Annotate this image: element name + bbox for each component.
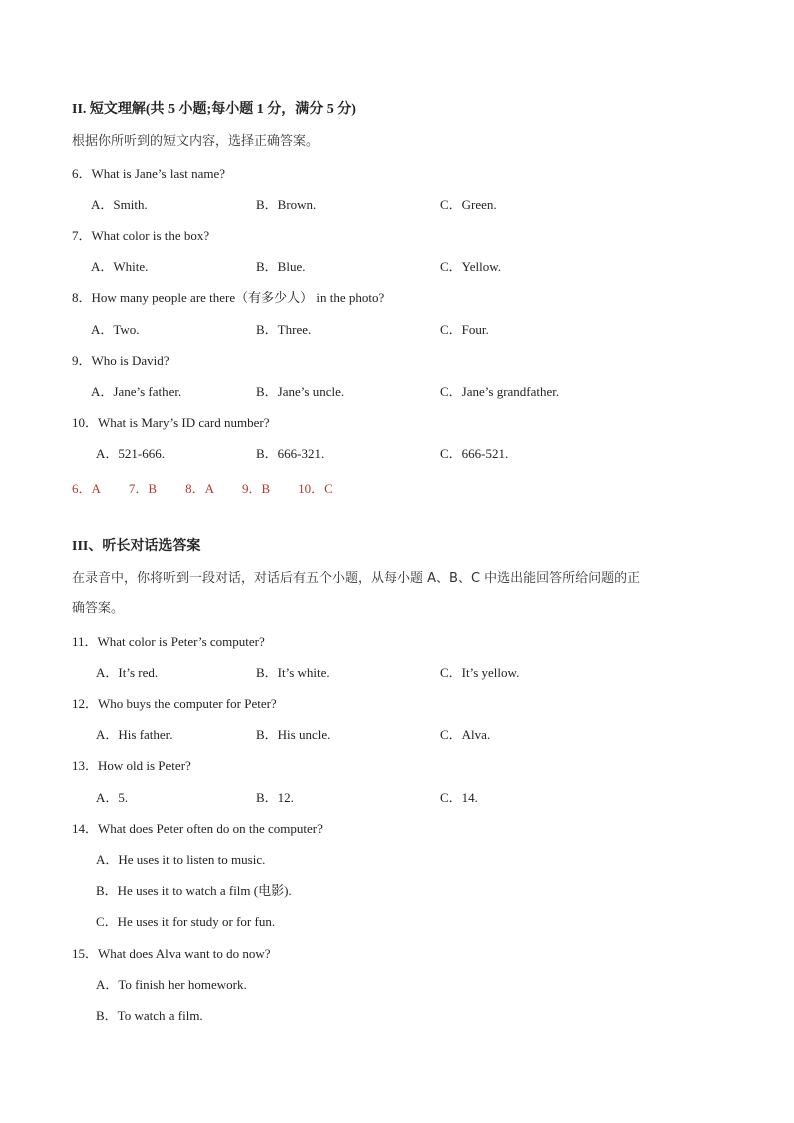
question-13-options	[0, 790, 794, 806]
option-c: C．666-521.	[440, 446, 509, 461]
question-9: 9．Who is David?	[72, 353, 170, 368]
question-14-option-c: C．He uses it for study or for fun.	[96, 914, 276, 929]
option-a: A．Smith.	[91, 197, 148, 212]
question-8-options	[0, 322, 794, 338]
option-b: B．Jane’s uncle.	[256, 384, 345, 399]
question-14-option-a: A．He uses it to listen to music.	[96, 852, 266, 867]
question-15-option-a: A．To finish her homework.	[96, 977, 247, 992]
option-b: B．12.	[256, 790, 294, 805]
question-10: 10．What is Mary’s ID card number?	[72, 415, 270, 430]
question-7-options	[0, 259, 794, 275]
question-12-options	[0, 727, 794, 743]
question-15: 15．What does Alva want to do now?	[72, 946, 271, 961]
question-7: 7．What color is the box?	[72, 228, 210, 243]
option-c: C．It’s yellow.	[440, 665, 520, 680]
option-a: A．5.	[96, 790, 129, 805]
option-c: C．Green.	[440, 197, 497, 212]
question-13: 13．How old is Peter?	[72, 758, 191, 773]
section-3-instruction-line-1: 在录音中，你将听到一段对话，对话后有五个小题，从每小题 A、B、C 中选出能回答所给问题的正	[72, 571, 641, 586]
question-9-options	[0, 384, 794, 400]
option-a: A．White.	[91, 259, 149, 274]
answer-10: 10．C	[298, 481, 333, 496]
question-6-options	[0, 197, 794, 213]
section-2-heading: II. 短文理解(共 5 小题;每小题 1 分，满分 5 分)	[72, 102, 356, 117]
question-11-options	[0, 665, 794, 681]
question-14: 14．What does Peter often do on the computer?	[72, 821, 323, 836]
question-11: 11．What color is Peter’s computer?	[72, 634, 265, 649]
option-c: C．Alva.	[440, 727, 491, 742]
question-15-option-b: B．To watch a film.	[96, 1008, 203, 1023]
answer-6: 6．A	[72, 481, 101, 496]
option-c: C．14.	[440, 790, 478, 805]
option-c: C．Yellow.	[440, 259, 502, 274]
section-3-heading: III、听长对话选答案	[72, 539, 201, 554]
question-12: 12．Who buys the computer for Peter?	[72, 696, 277, 711]
question-8: 8．How many people are there（有多少人） in the photo?	[72, 290, 385, 305]
section-2-instruction: 根据你所听到的短文内容，选择正确答案。	[72, 134, 320, 149]
question-6: 6．What is Jane’s last name?	[72, 166, 226, 181]
option-b: B．It’s white.	[256, 665, 330, 680]
option-a: A．It’s red.	[96, 665, 159, 680]
answer-8: 8．A	[185, 481, 214, 496]
option-a: A．His father.	[96, 727, 173, 742]
option-c: C．Jane’s grandfather.	[440, 384, 560, 399]
option-a: A．521-666.	[96, 446, 165, 461]
option-b: B．666-321.	[256, 446, 325, 461]
answer-key	[72, 478, 361, 497]
question-10-options	[0, 446, 794, 462]
answer-9: 9．B	[241, 481, 271, 496]
option-b: B．His uncle.	[256, 727, 331, 742]
option-c: C．Four.	[440, 322, 489, 337]
section-3-instruction-line-2: 确答案。	[72, 601, 125, 616]
option-b: B．Blue.	[256, 259, 306, 274]
answer-7: 7．B	[128, 481, 158, 496]
option-a: A．Two.	[91, 322, 140, 337]
option-a: A．Jane’s father.	[91, 384, 182, 399]
option-b: B．Brown.	[256, 197, 317, 212]
question-14-option-b: B．He uses it to watch a film (电影).	[96, 883, 292, 898]
option-b: B．Three.	[256, 322, 312, 337]
